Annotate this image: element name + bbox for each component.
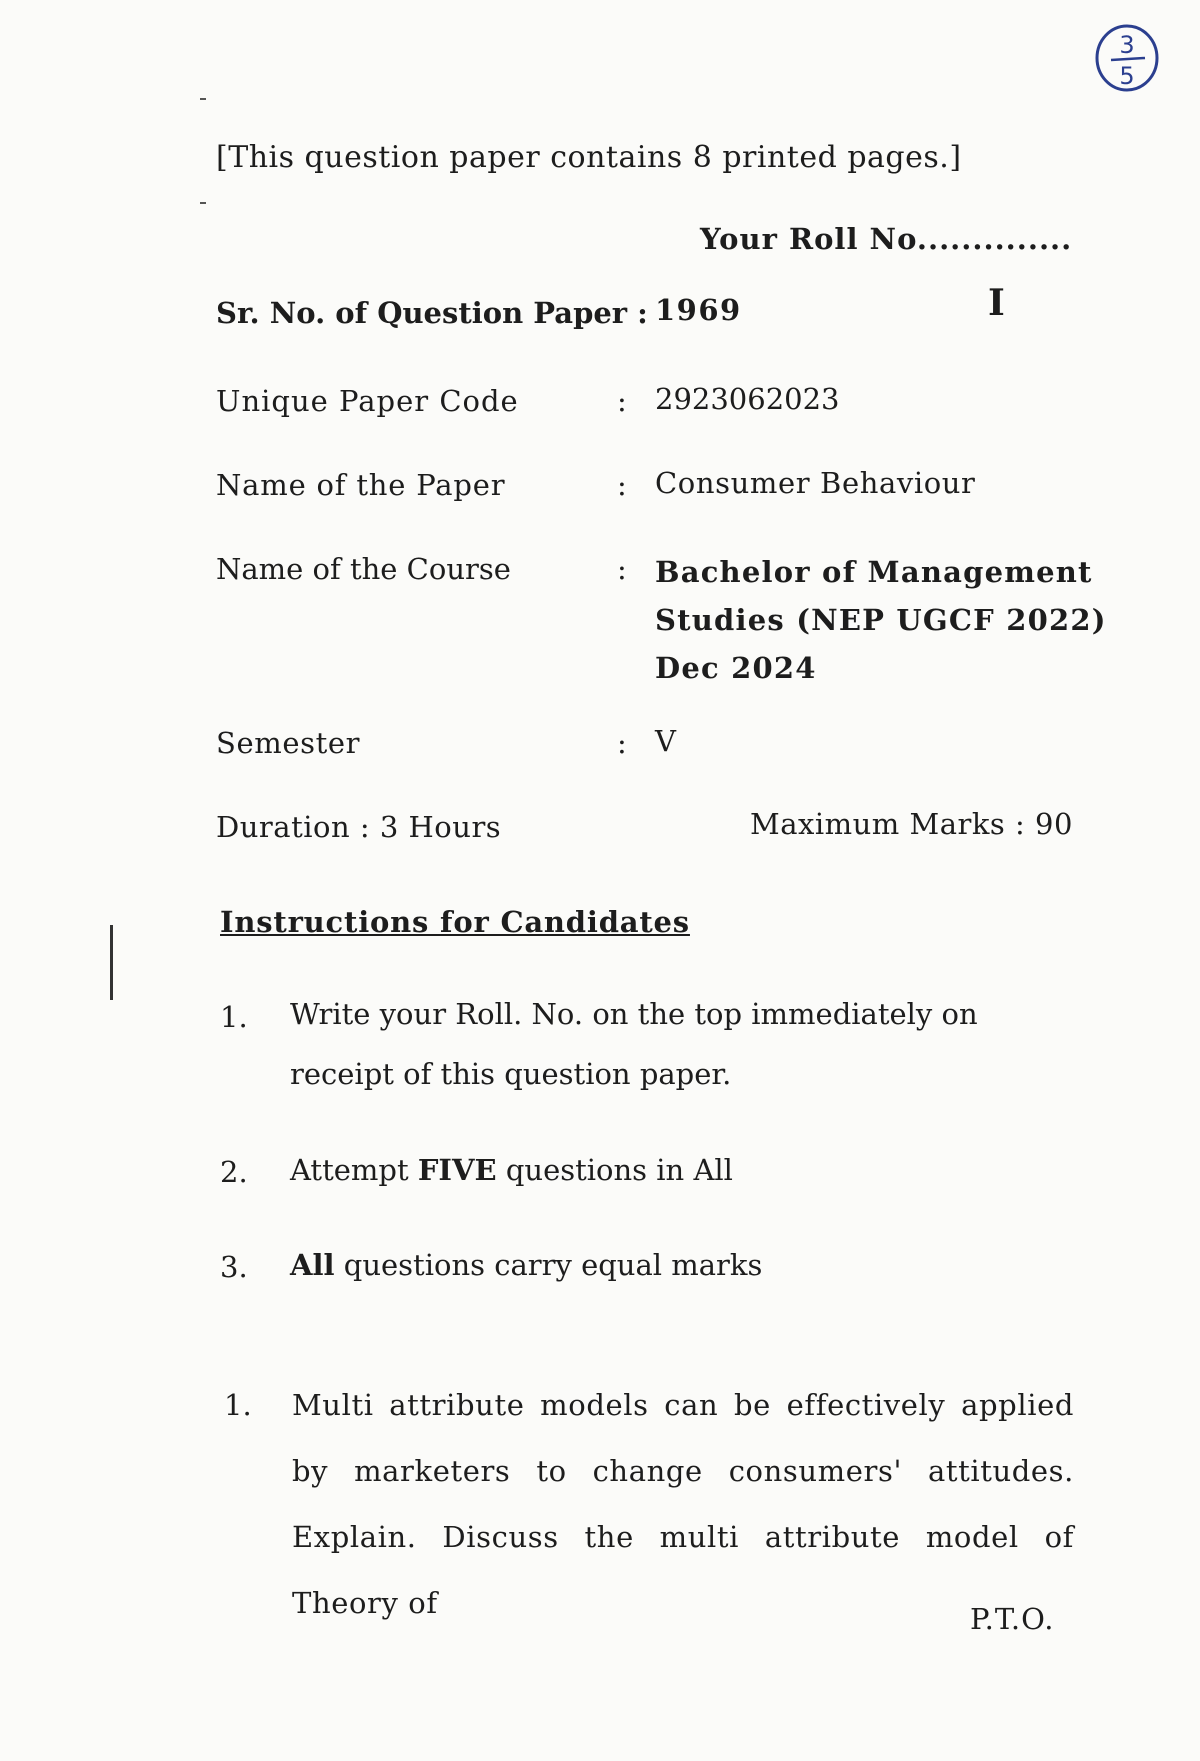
course-value-line: Dec 2024 <box>655 651 817 685</box>
instruction-emphasis: FIVE <box>417 1153 497 1187</box>
page-mark-denominator: 5 <box>1119 62 1135 90</box>
course-value-line: Bachelor of Management <box>655 555 1093 589</box>
sr-no-label: Sr. No. of Question Paper : <box>216 296 648 330</box>
scan-mark <box>200 202 206 204</box>
roll-number-field: Your Roll No.............. <box>700 222 1073 256</box>
scan-mark <box>200 98 206 100</box>
instruction-item: Write your Roll. No. on the top immediately on receipt of this question paper. <box>290 997 978 1091</box>
instruction-emphasis: All <box>290 1248 335 1282</box>
semester-label: Semester <box>216 726 361 760</box>
instruction-text: Attempt <box>290 1153 418 1187</box>
page-count-note: [This question paper contains 8 printed pages.] <box>216 140 962 175</box>
course-value-line: Studies (NEP UGCF 2022) <box>655 603 1107 637</box>
sr-no-value: 1969 <box>655 293 742 327</box>
instruction-number: 1. <box>220 1000 248 1034</box>
instruction-text: questions carry equal marks <box>334 1248 763 1282</box>
unique-code-value: 2923062023 <box>655 382 840 416</box>
paper-name-value: Consumer Behaviour <box>655 466 976 500</box>
paper-name-label: Name of the Paper <box>216 468 506 502</box>
page-mark-numerator: 3 <box>1119 31 1135 59</box>
duration: Duration : 3 Hours <box>216 810 502 844</box>
page-turn-over: P.T.O. <box>970 1602 1055 1636</box>
instruction-item <box>290 1153 733 1187</box>
instruction-number: 2. <box>220 1155 248 1189</box>
colon: : <box>617 726 627 760</box>
colon: : <box>617 552 627 586</box>
instruction-text: questions in All <box>496 1153 733 1187</box>
semester-value: V <box>655 724 676 758</box>
course-label: Name of the Course <box>216 552 511 586</box>
set-letter: I <box>988 282 1005 324</box>
instruction-item <box>290 1248 762 1282</box>
scan-mark <box>110 925 113 1000</box>
question-text: Multi attribute models can be effectively applied by marketers to change consumers' attitudes. Explain. Discuss the multi attribute model of Theory of <box>292 1388 1074 1620</box>
colon: : <box>617 468 627 502</box>
instruction-number: 3. <box>220 1250 248 1284</box>
page-mark-circle <box>1093 20 1161 96</box>
unique-code-label: Unique Paper Code <box>216 384 519 418</box>
course-value <box>655 548 1107 692</box>
maximum-marks: Maximum Marks : 90 <box>750 807 1073 841</box>
colon: : <box>617 384 627 418</box>
instructions-heading: Instructions for Candidates <box>220 905 690 939</box>
question-number: 1. <box>224 1388 252 1422</box>
